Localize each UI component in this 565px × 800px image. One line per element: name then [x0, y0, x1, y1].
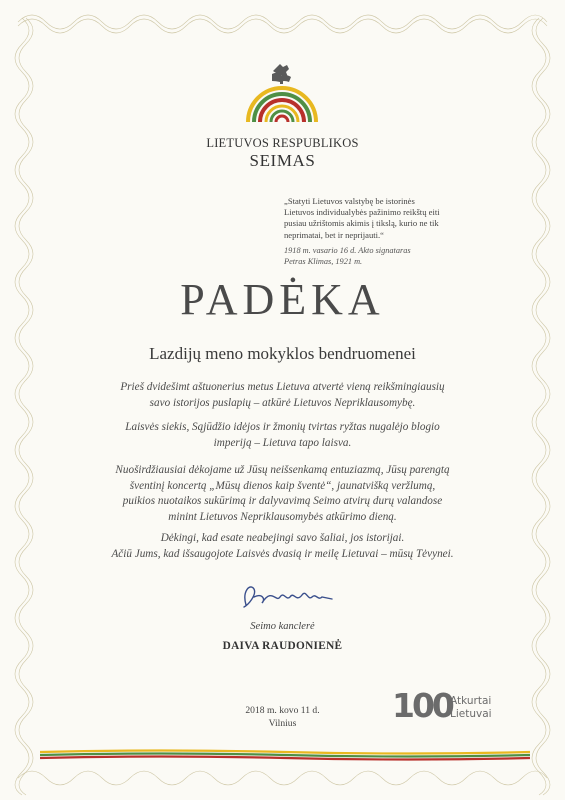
- body-line: šventinį koncertą „Mūsų dienos kaip šventė“, jaunatvišką veržlumą,: [129, 479, 436, 492]
- body-paragraph-3: [70, 463, 495, 525]
- body-line: Prieš dvidešimt aštuonerius metus Lietuva atvertė vieną reikšmingiausių: [120, 381, 445, 393]
- org-name-line1: LIETUVOS RESPUBLIKOS: [206, 136, 359, 150]
- centenary-emblem: [392, 686, 507, 730]
- epigraph-source-line: 1918 m. vasario 16 d. Akto signataras: [284, 246, 411, 255]
- signatory-name: DAIVA RAUDONIENĖ: [222, 640, 343, 652]
- emblem-line2: Lietuvai: [450, 708, 492, 720]
- epigraph-line: neprimatai, bet ir nepriјauti.“: [284, 229, 384, 240]
- org-name-line2: SEIMAS: [249, 151, 316, 170]
- epigraph-line: „Statyti Lietuvos valstybę be istorinės: [284, 196, 415, 206]
- epigraph-line: Lietuvos individualybės pažinimo reikštų eiti: [284, 207, 440, 218]
- body-line: puikios nuotaikos sukūrimą ir dalyvavimą Seimo atvirų durų valandose: [122, 495, 443, 507]
- issue-date: 2018 m. kovo 11 d.: [245, 705, 320, 716]
- tricolor-ribbon: [40, 748, 530, 762]
- body-line: Nuoširdžiausiai dėkojame už Jūsų neišsenkamą entuziazmą, Jūsų parengtą: [115, 464, 450, 476]
- body-paragraph-2: [70, 420, 495, 451]
- body-line: Dėkingi, kad esate neabejingi savo šaliai, jos istorijai.: [160, 532, 405, 544]
- epigraph-quote: [284, 196, 512, 241]
- epigraph-source-line: Petras Klimas, 1921 m.: [284, 257, 363, 266]
- seimas-logo: [232, 62, 332, 134]
- body-line: imperiją – Lietuva tapo laisva.: [213, 436, 352, 449]
- body-line: minint Lietuvos Nepriklausomybės atkūrimo dieną.: [168, 510, 397, 523]
- body-line: Laisvės siekis, Sąjūdžio idėjos ir žmonių tvirtas ryžtas nugalėjo blogio: [125, 421, 440, 433]
- epigraph-line: pusiau užrištomis akimis į tikslą, kurio ne tik: [284, 218, 439, 229]
- body-paragraph-1: [70, 380, 495, 411]
- emblem-line1: Atkurtai: [450, 695, 492, 707]
- body-paragraph-4: [70, 531, 495, 562]
- recipient: Lazdijų meno mokyklos bendruomenei: [149, 344, 416, 363]
- issue-place: Vilnius: [268, 718, 297, 729]
- emblem-number: 100: [392, 686, 452, 725]
- handwritten-signature: [232, 577, 342, 613]
- body-line: savo istorijos puslapių – atkūrė Lietuvos Nepriklausomybę.: [149, 396, 416, 409]
- epigraph-source: [284, 245, 512, 267]
- document-title: PADĖKA: [180, 275, 385, 324]
- body-line: Ačiū Jums, kad išsaugojote Laisvės dvasią ir meilę Lietuvai – mūsų Tėvynei.: [111, 547, 454, 560]
- signatory-role: Seimo kanclerė: [250, 621, 315, 632]
